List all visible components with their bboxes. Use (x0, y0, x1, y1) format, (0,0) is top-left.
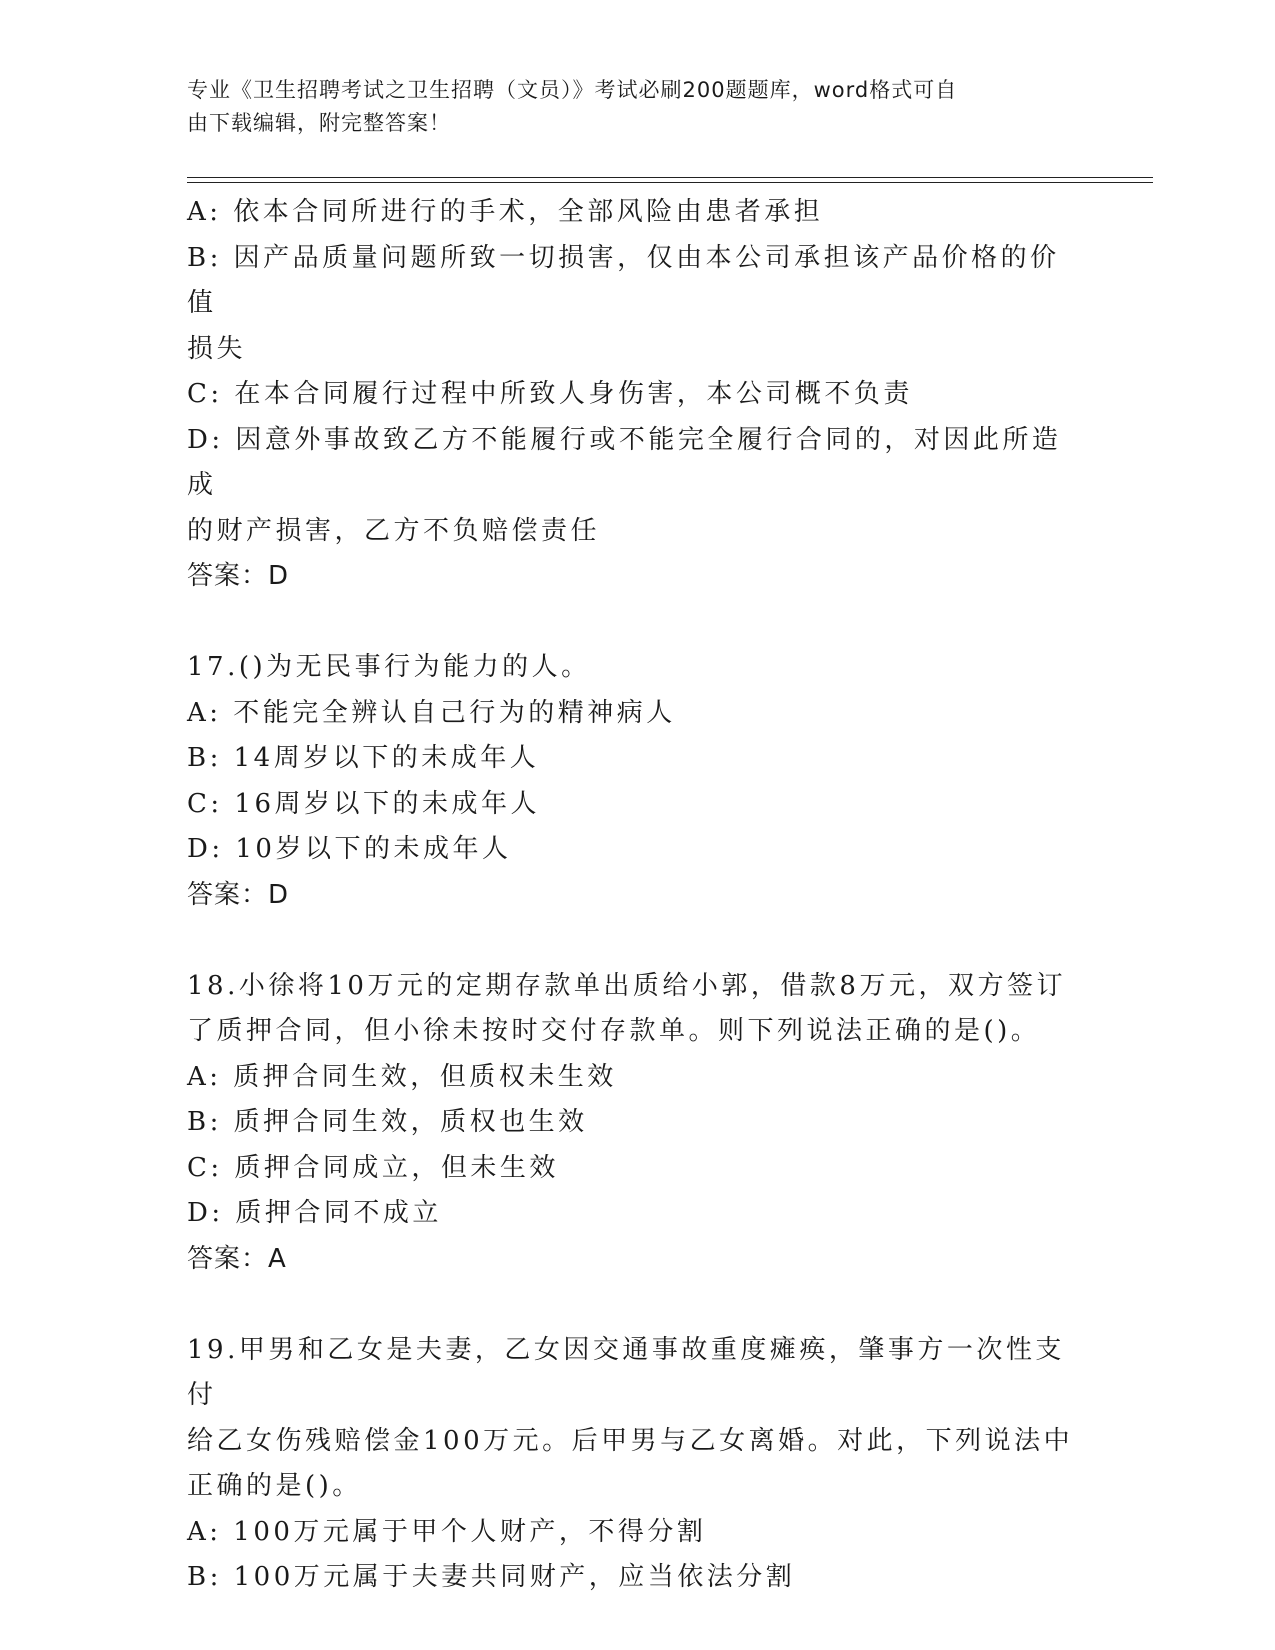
question-content (187, 190, 1087, 1601)
q16-answer: 答案：D (187, 561, 290, 591)
header-line-2: 由下载编辑，附完整答案！ (187, 111, 451, 135)
q16-option-d: D: 因意外事故致乙方不能履行或不能完全履行合同的，对因此所造成 (187, 424, 1062, 500)
q17-option-d: D: 10岁以下的未成年人 (187, 834, 512, 864)
question-19 (187, 1328, 1087, 1601)
q17-option-b: B: 14周岁以下的未成年人 (187, 743, 540, 773)
q16-option-c: C: 在本合同履行过程中所致人身伤害，本公司概不负责 (187, 379, 913, 409)
q18-answer: 答案：A (187, 1243, 287, 1274)
q19-option-b: B: 100万元属于夫妻共同财产，应当依法分割 (187, 1562, 796, 1592)
spacer (187, 918, 1087, 964)
question-18 (187, 964, 1087, 1283)
q19-stem-line-2: 给乙女伤残赔偿金100万元。后甲男与乙女离婚。对此，下列说法中 (187, 1425, 1074, 1456)
q18-stem-line-2: 了质押合同，但小徐未按时交付存款单。则下列说法正确的是()。 (187, 1016, 1041, 1046)
q18-option-c: C: 质押合同成立，但未生效 (187, 1152, 559, 1183)
q19-stem-line-1: 19.甲男和乙女是夫妻，乙女因交通事故重度瘫痪，肇事方一次性支付 (187, 1334, 1065, 1410)
question-17 (187, 645, 1087, 918)
q16-option-d-cont: 的财产损害，乙方不负赔偿责任 (187, 515, 601, 546)
q18-option-a: A: 质押合同生效，但质权未生效 (187, 1061, 617, 1092)
q19-stem-line-3: 正确的是()。 (187, 1471, 362, 1501)
q17-answer: 答案：D (187, 879, 290, 910)
header-line-1: 专业《卫生招聘考试之卫生招聘（文员）》考试必刷200题题库，word格式可自 (187, 78, 958, 102)
spacer (187, 600, 1087, 646)
header-rule-top (187, 177, 1153, 178)
q16-option-b: B: 因产品质量问题所致一切损害，仅由本公司承担该产品价格的价值 (187, 242, 1060, 318)
q18-option-b: B: 质押合同生效，质权也生效 (187, 1107, 588, 1137)
q18-stem-line-1: 18.小徐将10万元的定期存款单出质给小郭，借款8万元，双方签订 (187, 970, 1066, 1001)
document-header (187, 74, 1067, 140)
q16-option-b-cont: 损失 (187, 333, 247, 364)
q17-option-c: C: 16周岁以下的未成年人 (187, 788, 541, 819)
q16-option-a: A: 依本合同所进行的手术，全部风险由患者承担 (187, 197, 824, 227)
header-rule-bottom (187, 182, 1153, 183)
spacer (187, 1282, 1087, 1328)
q18-option-d: D: 质押合同不成立 (187, 1198, 442, 1228)
q19-option-a: A: 100万元属于甲个人财产，不得分割 (187, 1516, 707, 1547)
q17-option-a: A: 不能完全辨认自己行为的精神病人 (187, 697, 676, 728)
q17-stem: 17.()为无民事行为能力的人。 (187, 652, 591, 682)
question-16 (187, 190, 1087, 600)
